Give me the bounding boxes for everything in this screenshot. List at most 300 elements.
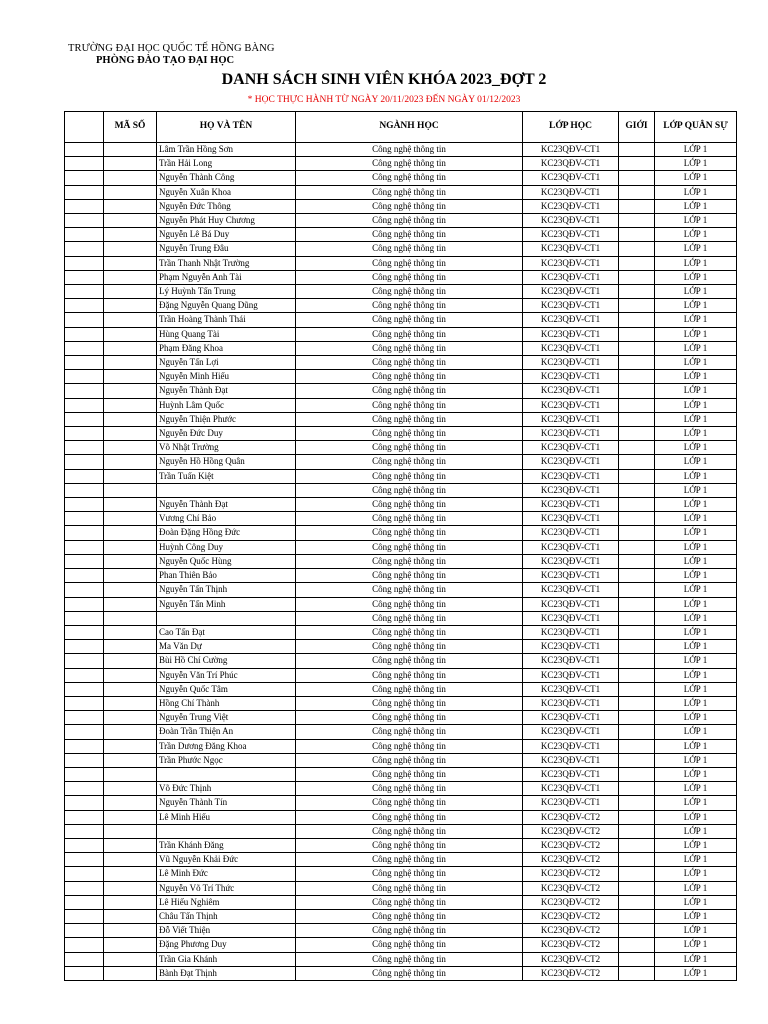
cell-nganh-hoc: Công nghệ thông tin: [296, 412, 523, 426]
cell-lop-hoc: KC23QĐV-CT1: [523, 143, 619, 157]
cell-gioi: [619, 881, 655, 895]
cell-ma-so: [104, 157, 157, 171]
cell-lop-quan-su: LỚP 1: [655, 185, 737, 199]
cell-stt: [65, 909, 104, 923]
cell-stt: [65, 483, 104, 497]
table-row: [65, 668, 737, 682]
cell-gioi: [619, 867, 655, 881]
cell-lop-quan-su: LỚP 1: [655, 640, 737, 654]
cell-stt: [65, 767, 104, 781]
cell-lop-quan-su: LỚP 1: [655, 881, 737, 895]
cell-ma-so: [104, 256, 157, 270]
cell-lop-hoc: KC23QĐV-CT1: [523, 214, 619, 228]
cell-stt: [65, 313, 104, 327]
cell-ho-ten: Huỳnh Công Duy: [157, 540, 296, 554]
cell-stt: [65, 412, 104, 426]
cell-ma-so: [104, 583, 157, 597]
table-row: [65, 569, 737, 583]
student-table: [64, 111, 737, 981]
cell-gioi: [619, 427, 655, 441]
cell-ma-so: [104, 242, 157, 256]
cell-stt: [65, 427, 104, 441]
cell-gioi: [619, 299, 655, 313]
cell-ma-so: [104, 441, 157, 455]
cell-ho-ten: Đoàn Đặng Hồng Đức: [157, 526, 296, 540]
cell-gioi: [619, 157, 655, 171]
cell-lop-hoc: KC23QĐV-CT1: [523, 498, 619, 512]
cell-stt: [65, 498, 104, 512]
cell-lop-quan-su: LỚP 1: [655, 512, 737, 526]
cell-ho-ten: Đặng Nguyễn Quang Dũng: [157, 299, 296, 313]
cell-lop-hoc: KC23QĐV-CT1: [523, 625, 619, 639]
cell-lop-quan-su: LỚP 1: [655, 214, 737, 228]
cell-ma-so: [104, 356, 157, 370]
cell-stt: [65, 171, 104, 185]
cell-lop-quan-su: LỚP 1: [655, 966, 737, 980]
cell-stt: [65, 199, 104, 213]
cell-nganh-hoc: Công nghệ thông tin: [296, 696, 523, 710]
cell-lop-hoc: KC23QĐV-CT1: [523, 285, 619, 299]
cell-stt: [65, 867, 104, 881]
cell-ho-ten: Lê Hiếu Nghiêm: [157, 895, 296, 909]
cell-gioi: [619, 341, 655, 355]
cell-lop-hoc: KC23QĐV-CT2: [523, 881, 619, 895]
cell-gioi: [619, 640, 655, 654]
table-row: [65, 483, 737, 497]
cell-gioi: [619, 583, 655, 597]
cell-ho-ten: Châu Tấn Thịnh: [157, 909, 296, 923]
cell-ma-so: [104, 228, 157, 242]
cell-ho-ten: Nguyễn Quốc Tâm: [157, 682, 296, 696]
table-row: [65, 512, 737, 526]
cell-lop-quan-su: LỚP 1: [655, 441, 737, 455]
cell-ho-ten: Trần Gia Khánh: [157, 952, 296, 966]
cell-gioi: [619, 327, 655, 341]
cell-nganh-hoc: Công nghệ thông tin: [296, 796, 523, 810]
cell-lop-quan-su: LỚP 1: [655, 625, 737, 639]
cell-ma-so: [104, 327, 157, 341]
cell-stt: [65, 625, 104, 639]
cell-gioi: [619, 611, 655, 625]
cell-stt: [65, 782, 104, 796]
cell-nganh-hoc: Công nghệ thông tin: [296, 157, 523, 171]
cell-ho-ten: Vũ Nguyễn Khải Đức: [157, 853, 296, 867]
table-row: [65, 256, 737, 270]
cell-ho-ten: Huỳnh Lâm Quốc: [157, 398, 296, 412]
cell-lop-quan-su: LỚP 1: [655, 157, 737, 171]
cell-stt: [65, 228, 104, 242]
cell-gioi: [619, 668, 655, 682]
cell-nganh-hoc: Công nghệ thông tin: [296, 341, 523, 355]
cell-ma-so: [104, 867, 157, 881]
cell-lop-quan-su: LỚP 1: [655, 398, 737, 412]
cell-lop-hoc: KC23QĐV-CT2: [523, 938, 619, 952]
table-row: [65, 270, 737, 284]
cell-gioi: [619, 838, 655, 852]
cell-ho-ten: Hùng Quang Tài: [157, 327, 296, 341]
cell-ho-ten: Nguyễn Thành Công: [157, 171, 296, 185]
cell-stt: [65, 384, 104, 398]
cell-lop-quan-su: LỚP 1: [655, 853, 737, 867]
cell-nganh-hoc: Công nghệ thông tin: [296, 640, 523, 654]
cell-lop-hoc: KC23QĐV-CT1: [523, 256, 619, 270]
table-row: [65, 341, 737, 355]
cell-lop-hoc: KC23QĐV-CT1: [523, 483, 619, 497]
cell-lop-hoc: KC23QĐV-CT1: [523, 569, 619, 583]
cell-gioi: [619, 597, 655, 611]
cell-gioi: [619, 185, 655, 199]
cell-gioi: [619, 540, 655, 554]
cell-gioi: [619, 498, 655, 512]
col-header-ma-so: MÃ SỐ: [104, 112, 157, 143]
cell-lop-quan-su: LỚP 1: [655, 682, 737, 696]
cell-lop-quan-su: LỚP 1: [655, 469, 737, 483]
cell-nganh-hoc: Công nghệ thông tin: [296, 199, 523, 213]
table-row: [65, 554, 737, 568]
cell-nganh-hoc: Công nghệ thông tin: [296, 569, 523, 583]
table-row: [65, 881, 737, 895]
cell-lop-hoc: KC23QĐV-CT2: [523, 810, 619, 824]
cell-ho-ten: Nguyễn Thiện Phước: [157, 412, 296, 426]
table-row: [65, 654, 737, 668]
cell-ma-so: [104, 214, 157, 228]
cell-gioi: [619, 512, 655, 526]
cell-ho-ten: Nguyễn Võ Trí Thức: [157, 881, 296, 895]
cell-stt: [65, 185, 104, 199]
cell-lop-quan-su: LỚP 1: [655, 540, 737, 554]
cell-ho-ten: Nguyễn Văn Trí Phúc: [157, 668, 296, 682]
table-row: [65, 299, 737, 313]
cell-nganh-hoc: Công nghệ thông tin: [296, 597, 523, 611]
cell-stt: [65, 796, 104, 810]
cell-stt: [65, 739, 104, 753]
cell-ho-ten: Trần Hoàng Thành Thái: [157, 313, 296, 327]
cell-gioi: [619, 810, 655, 824]
cell-stt: [65, 597, 104, 611]
cell-ho-ten: [157, 611, 296, 625]
cell-ho-ten: Trần Thanh Nhật Trường: [157, 256, 296, 270]
table-row: [65, 682, 737, 696]
cell-ma-so: [104, 611, 157, 625]
table-row: [65, 157, 737, 171]
cell-lop-hoc: KC23QĐV-CT1: [523, 242, 619, 256]
cell-lop-hoc: KC23QĐV-CT1: [523, 597, 619, 611]
cell-ma-so: [104, 270, 157, 284]
cell-lop-quan-su: LỚP 1: [655, 696, 737, 710]
cell-ho-ten: Nguyễn Xuân Khoa: [157, 185, 296, 199]
table-row: [65, 810, 737, 824]
table-row: [65, 356, 737, 370]
cell-ma-so: [104, 554, 157, 568]
cell-stt: [65, 441, 104, 455]
cell-lop-hoc: KC23QĐV-CT1: [523, 512, 619, 526]
cell-gioi: [619, 824, 655, 838]
cell-nganh-hoc: Công nghệ thông tin: [296, 483, 523, 497]
cell-nganh-hoc: Công nghệ thông tin: [296, 767, 523, 781]
cell-nganh-hoc: Công nghệ thông tin: [296, 398, 523, 412]
cell-ma-so: [104, 199, 157, 213]
cell-ho-ten: Nguyễn Hồ Hồng Quân: [157, 455, 296, 469]
cell-ma-so: [104, 597, 157, 611]
cell-ho-ten: [157, 824, 296, 838]
cell-ma-so: [104, 498, 157, 512]
cell-ho-ten: Võ Nhật Trường: [157, 441, 296, 455]
table-row: [65, 853, 737, 867]
cell-ma-so: [104, 398, 157, 412]
cell-nganh-hoc: Công nghệ thông tin: [296, 966, 523, 980]
cell-gioi: [619, 753, 655, 767]
cell-nganh-hoc: Công nghệ thông tin: [296, 242, 523, 256]
cell-gioi: [619, 441, 655, 455]
cell-lop-hoc: KC23QĐV-CT2: [523, 895, 619, 909]
cell-stt: [65, 711, 104, 725]
cell-lop-quan-su: LỚP 1: [655, 143, 737, 157]
cell-stt: [65, 938, 104, 952]
cell-stt: [65, 583, 104, 597]
cell-lop-hoc: KC23QĐV-CT1: [523, 753, 619, 767]
table-row: [65, 867, 737, 881]
cell-nganh-hoc: Công nghệ thông tin: [296, 171, 523, 185]
table-row: [65, 412, 737, 426]
table-row: [65, 398, 737, 412]
cell-lop-hoc: KC23QĐV-CT1: [523, 398, 619, 412]
table-row: [65, 427, 737, 441]
cell-lop-quan-su: LỚP 1: [655, 455, 737, 469]
cell-lop-hoc: KC23QĐV-CT1: [523, 299, 619, 313]
table-row: [65, 725, 737, 739]
cell-lop-hoc: KC23QĐV-CT1: [523, 228, 619, 242]
cell-gioi: [619, 909, 655, 923]
cell-ho-ten: Nguyễn Lê Bá Duy: [157, 228, 296, 242]
cell-gioi: [619, 356, 655, 370]
cell-stt: [65, 924, 104, 938]
cell-nganh-hoc: Công nghệ thông tin: [296, 909, 523, 923]
cell-lop-hoc: KC23QĐV-CT1: [523, 554, 619, 568]
cell-ma-so: [104, 540, 157, 554]
cell-lop-hoc: KC23QĐV-CT1: [523, 356, 619, 370]
cell-gioi: [619, 412, 655, 426]
cell-lop-quan-su: LỚP 1: [655, 867, 737, 881]
cell-gioi: [619, 242, 655, 256]
cell-lop-hoc: KC23QĐV-CT1: [523, 767, 619, 781]
cell-ho-ten: Nguyễn Trung Việt: [157, 711, 296, 725]
cell-lop-quan-su: LỚP 1: [655, 483, 737, 497]
cell-ma-so: [104, 938, 157, 952]
cell-ma-so: [104, 796, 157, 810]
cell-lop-hoc: KC23QĐV-CT1: [523, 157, 619, 171]
cell-gioi: [619, 270, 655, 284]
cell-ma-so: [104, 711, 157, 725]
cell-nganh-hoc: Công nghệ thông tin: [296, 256, 523, 270]
cell-ho-ten: Trần Khánh Đăng: [157, 838, 296, 852]
table-row: [65, 824, 737, 838]
cell-stt: [65, 540, 104, 554]
cell-ho-ten: Lê Minh Đức: [157, 867, 296, 881]
cell-lop-quan-su: LỚP 1: [655, 242, 737, 256]
table-row: [65, 370, 737, 384]
cell-ho-ten: Đỗ Viết Thiện: [157, 924, 296, 938]
table-row: [65, 327, 737, 341]
cell-nganh-hoc: Công nghệ thông tin: [296, 526, 523, 540]
cell-ma-so: [104, 285, 157, 299]
cell-lop-hoc: KC23QĐV-CT2: [523, 867, 619, 881]
cell-ho-ten: Lâm Trần Hồng Sơn: [157, 143, 296, 157]
cell-ma-so: [104, 526, 157, 540]
table-row: [65, 625, 737, 639]
cell-ho-ten: Lý Huỳnh Tấn Trung: [157, 285, 296, 299]
cell-nganh-hoc: Công nghệ thông tin: [296, 625, 523, 639]
cell-ma-so: [104, 483, 157, 497]
cell-nganh-hoc: Công nghệ thông tin: [296, 554, 523, 568]
table-row: [65, 924, 737, 938]
cell-nganh-hoc: Công nghệ thông tin: [296, 498, 523, 512]
cell-ho-ten: Phan Thiên Bảo: [157, 569, 296, 583]
cell-ho-ten: Nguyễn Quốc Hùng: [157, 554, 296, 568]
cell-nganh-hoc: Công nghệ thông tin: [296, 469, 523, 483]
cell-gioi: [619, 625, 655, 639]
cell-ho-ten: Nguyễn Phát Huy Chương: [157, 214, 296, 228]
cell-stt: [65, 285, 104, 299]
cell-lop-quan-su: LỚP 1: [655, 412, 737, 426]
cell-gioi: [619, 853, 655, 867]
cell-gioi: [619, 767, 655, 781]
cell-stt: [65, 725, 104, 739]
cell-nganh-hoc: Công nghệ thông tin: [296, 185, 523, 199]
cell-stt: [65, 881, 104, 895]
cell-lop-quan-su: LỚP 1: [655, 909, 737, 923]
cell-lop-quan-su: LỚP 1: [655, 924, 737, 938]
cell-stt: [65, 157, 104, 171]
cell-stt: [65, 611, 104, 625]
cell-ho-ten: Phạm Đăng Khoa: [157, 341, 296, 355]
cell-ho-ten: Ma Văn Dự: [157, 640, 296, 654]
cell-lop-hoc: KC23QĐV-CT2: [523, 824, 619, 838]
cell-lop-quan-su: LỚP 1: [655, 895, 737, 909]
cell-gioi: [619, 924, 655, 938]
cell-ho-ten: Trần Hải Long: [157, 157, 296, 171]
cell-nganh-hoc: Công nghệ thông tin: [296, 455, 523, 469]
cell-stt: [65, 242, 104, 256]
cell-ho-ten: Hồng Chí Thành: [157, 696, 296, 710]
cell-ma-so: [104, 654, 157, 668]
cell-gioi: [619, 895, 655, 909]
table-row: [65, 696, 737, 710]
cell-stt: [65, 682, 104, 696]
cell-nganh-hoc: Công nghệ thông tin: [296, 952, 523, 966]
cell-stt: [65, 469, 104, 483]
cell-lop-quan-su: LỚP 1: [655, 739, 737, 753]
cell-lop-quan-su: LỚP 1: [655, 654, 737, 668]
cell-lop-hoc: KC23QĐV-CT1: [523, 782, 619, 796]
cell-gioi: [619, 796, 655, 810]
cell-ma-so: [104, 739, 157, 753]
cell-ma-so: [104, 427, 157, 441]
cell-lop-quan-su: LỚP 1: [655, 583, 737, 597]
cell-lop-hoc: KC23QĐV-CT1: [523, 469, 619, 483]
cell-ma-so: [104, 143, 157, 157]
table-row: [65, 242, 737, 256]
cell-gioi: [619, 682, 655, 696]
cell-ma-so: [104, 569, 157, 583]
cell-lop-hoc: KC23QĐV-CT2: [523, 853, 619, 867]
cell-gioi: [619, 469, 655, 483]
cell-ma-so: [104, 625, 157, 639]
table-row: [65, 739, 737, 753]
cell-gioi: [619, 725, 655, 739]
cell-ma-so: [104, 881, 157, 895]
table-row: [65, 171, 737, 185]
cell-ma-so: [104, 313, 157, 327]
cell-lop-quan-su: LỚP 1: [655, 313, 737, 327]
cell-ho-ten: Nguyễn Thành Đạt: [157, 498, 296, 512]
cell-gioi: [619, 384, 655, 398]
cell-lop-quan-su: LỚP 1: [655, 782, 737, 796]
cell-ho-ten: Bành Đạt Thịnh: [157, 966, 296, 980]
cell-nganh-hoc: Công nghệ thông tin: [296, 924, 523, 938]
cell-gioi: [619, 370, 655, 384]
cell-lop-hoc: KC23QĐV-CT1: [523, 455, 619, 469]
cell-gioi: [619, 952, 655, 966]
cell-lop-hoc: KC23QĐV-CT1: [523, 412, 619, 426]
cell-lop-hoc: KC23QĐV-CT1: [523, 711, 619, 725]
cell-lop-hoc: KC23QĐV-CT2: [523, 952, 619, 966]
cell-ma-so: [104, 838, 157, 852]
cell-nganh-hoc: Công nghệ thông tin: [296, 739, 523, 753]
cell-lop-quan-su: LỚP 1: [655, 725, 737, 739]
cell-stt: [65, 668, 104, 682]
cell-ma-so: [104, 966, 157, 980]
cell-stt: [65, 455, 104, 469]
cell-stt: [65, 895, 104, 909]
cell-ma-so: [104, 299, 157, 313]
cell-gioi: [619, 398, 655, 412]
cell-lop-quan-su: LỚP 1: [655, 824, 737, 838]
cell-ho-ten: Nguyễn Tấn Lợi: [157, 356, 296, 370]
cell-ho-ten: Võ Đức Thịnh: [157, 782, 296, 796]
cell-lop-quan-su: LỚP 1: [655, 597, 737, 611]
col-header-nganh-hoc: NGÀNH HỌC: [296, 112, 523, 143]
cell-gioi: [619, 143, 655, 157]
cell-ma-so: [104, 469, 157, 483]
table-row: [65, 640, 737, 654]
cell-nganh-hoc: Công nghệ thông tin: [296, 881, 523, 895]
table-row: [65, 185, 737, 199]
cell-lop-quan-su: LỚP 1: [655, 171, 737, 185]
cell-gioi: [619, 214, 655, 228]
cell-lop-hoc: KC23QĐV-CT1: [523, 171, 619, 185]
cell-nganh-hoc: Công nghệ thông tin: [296, 285, 523, 299]
table-row: [65, 441, 737, 455]
cell-gioi: [619, 782, 655, 796]
table-row: [65, 938, 737, 952]
cell-nganh-hoc: Công nghệ thông tin: [296, 441, 523, 455]
cell-lop-hoc: KC23QĐV-CT1: [523, 427, 619, 441]
cell-lop-quan-su: LỚP 1: [655, 228, 737, 242]
document-subtitle: * HỌC THỰC HÀNH TỪ NGÀY 20/11/2023 ĐẾN NGÀY 01/12/2023: [247, 95, 521, 105]
cell-lop-hoc: KC23QĐV-CT1: [523, 583, 619, 597]
cell-gioi: [619, 256, 655, 270]
cell-gioi: [619, 228, 655, 242]
cell-lop-hoc: KC23QĐV-CT1: [523, 611, 619, 625]
table-row: [65, 782, 737, 796]
cell-gioi: [619, 526, 655, 540]
cell-nganh-hoc: Công nghệ thông tin: [296, 384, 523, 398]
cell-lop-quan-su: LỚP 1: [655, 327, 737, 341]
cell-ma-so: [104, 810, 157, 824]
cell-nganh-hoc: Công nghệ thông tin: [296, 228, 523, 242]
col-header-lop-quan-su: LỚP QUÂN SỰ: [655, 112, 737, 143]
cell-lop-hoc: KC23QĐV-CT1: [523, 696, 619, 710]
